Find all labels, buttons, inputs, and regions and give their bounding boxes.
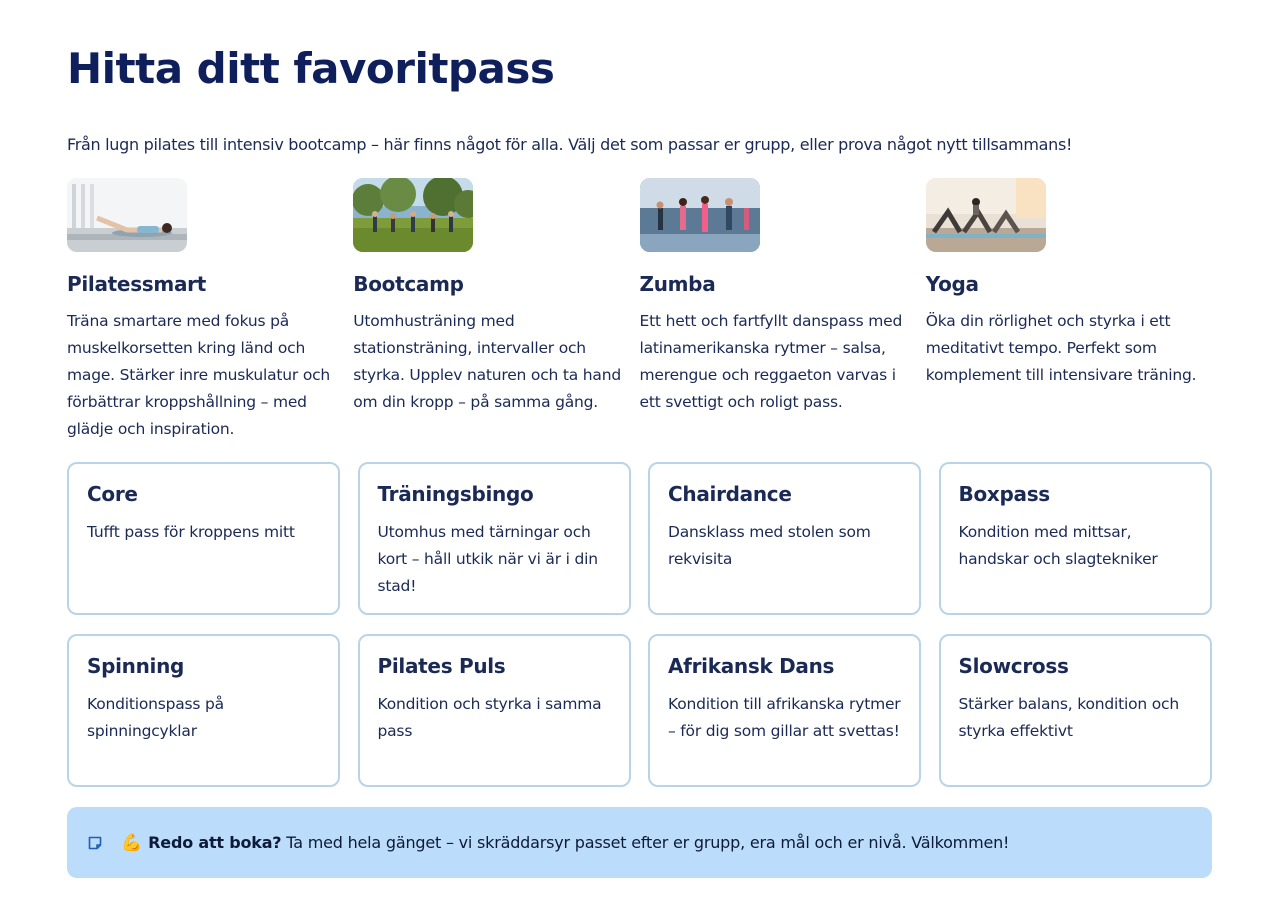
class-description: Tufft pass för kroppens mitt (87, 523, 295, 541)
class-title: Boxpass (958, 482, 1050, 506)
callout-text (148, 833, 1009, 852)
flexed-biceps-icon: 💪 (121, 832, 143, 853)
featured-title: Yoga (925, 272, 979, 296)
class-card-traningsbingo[interactable] (358, 462, 631, 615)
featured-description: Utomhusträning med stationsträning, intervaller och styrka. Upplev naturen och ta hand om din kropp – på samma gång. (353, 312, 621, 411)
featured-title: Bootcamp (353, 272, 464, 296)
page-title: Hitta ditt favoritpass (67, 44, 555, 93)
class-title: Pilates Puls (377, 654, 506, 678)
featured-title: Pilatessmart (67, 272, 206, 296)
class-card-chairdance[interactable] (648, 462, 921, 615)
class-title: Slowcross (958, 654, 1069, 678)
intro-text: Från lugn pilates till intensiv bootcamp – här finns något för alla. Välj det som passar er grupp, eller prova något nytt tillsammans! (67, 135, 1073, 154)
pilates-photo (67, 178, 187, 252)
class-description: Kondition till afrikanska rytmer – för dig som gillar att svettas! (668, 695, 901, 740)
featured-item-bootcamp[interactable] (353, 178, 639, 443)
bootcamp-photo (353, 178, 473, 252)
class-description: Kondition och styrka i samma pass (377, 695, 602, 740)
class-title: Träningsbingo (377, 482, 534, 506)
class-card-spinning[interactable] (67, 634, 340, 787)
class-description: Kondition med mittsar, handskar och slagtekniker (958, 523, 1158, 568)
class-card-pilates-puls[interactable] (358, 634, 631, 787)
zumba-photo (640, 178, 760, 252)
class-card-afrikansk-dans[interactable] (648, 634, 921, 787)
featured-description: Träna smartare med fokus på muskelkorsetten kring länd och mage. Stärker inre muskulatur och förbättrar kroppshållning – med glädje och inspiration. (67, 312, 331, 438)
class-description: Konditionspass på spinningcyklar (87, 695, 224, 740)
featured-classes (67, 178, 1212, 443)
featured-title: Zumba (639, 272, 716, 296)
callout-body: Ta med hela gänget – vi skräddarsyr passet efter er grupp, era mål och er nivå. Välkommen! (281, 833, 1010, 852)
class-card-boxpass[interactable] (939, 462, 1212, 615)
class-card-core[interactable] (67, 462, 340, 615)
featured-item-zumba[interactable] (640, 178, 926, 443)
class-description: Stärker balans, kondition och styrka effektivt (958, 695, 1179, 740)
class-title: Spinning (87, 654, 185, 678)
class-title: Core (87, 482, 138, 506)
class-title: Chairdance (668, 482, 792, 506)
featured-item-pilatessmart[interactable] (67, 178, 353, 443)
class-grid (67, 462, 1212, 787)
featured-item-yoga[interactable] (926, 178, 1212, 443)
class-description: Utomhus med tärningar och kort – håll utkik när vi är i din stad! (377, 523, 598, 595)
yoga-photo (926, 178, 1046, 252)
note-icon (87, 835, 103, 851)
class-card-slowcross[interactable] (939, 634, 1212, 787)
class-title: Afrikansk Dans (668, 654, 835, 678)
booking-callout (67, 807, 1212, 878)
featured-description: Öka din rörlighet och styrka i ett meditativt tempo. Perfekt som komplement till intensivare träning. (925, 312, 1197, 384)
callout-bold: Redo att boka? (148, 833, 282, 852)
featured-description: Ett hett och fartfyllt danspass med latinamerikanska rytmer – salsa, merengue och reggaeton varvas i ett svettigt och roligt pass. (639, 312, 903, 411)
class-description: Dansklass med stolen som rekvisita (668, 523, 871, 568)
